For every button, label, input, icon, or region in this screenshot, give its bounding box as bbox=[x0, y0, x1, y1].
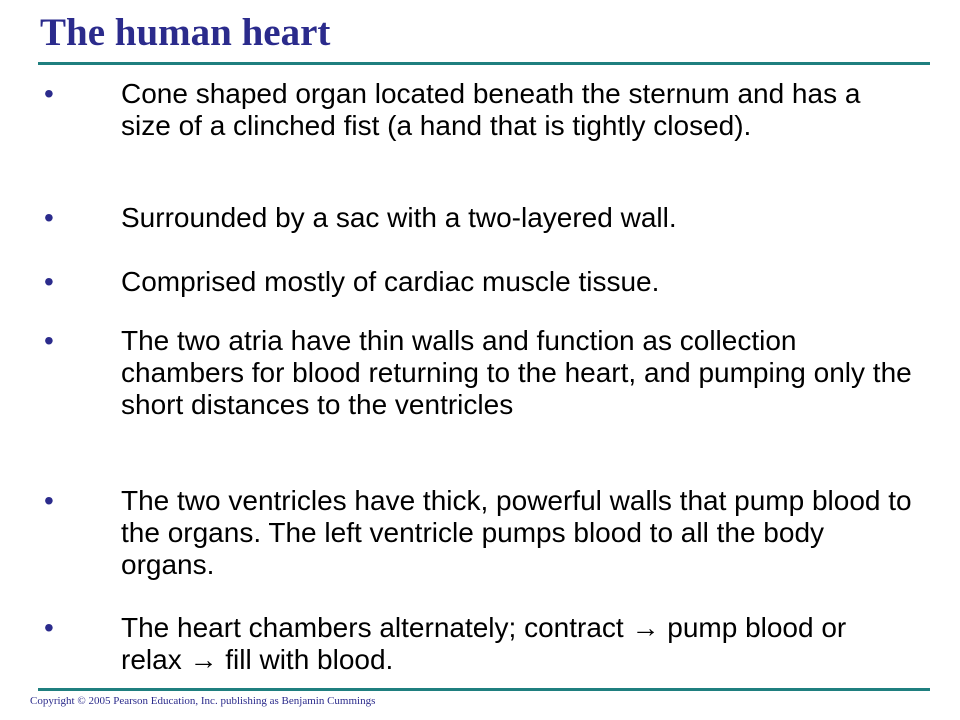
bullet-item bbox=[44, 78, 914, 142]
bullet-icon: • bbox=[44, 266, 54, 297]
bullet-text: Surrounded by a sac with a two-layered wall. bbox=[121, 202, 677, 233]
bullet-text: The two ventricles have thick, powerful walls that pump blood to the organs. The left ventricle pumps blood to all the body organs. bbox=[121, 485, 912, 580]
footer-divider bbox=[38, 688, 930, 691]
bullet-icon: • bbox=[44, 78, 54, 109]
bullet-icon: • bbox=[44, 202, 54, 233]
bullet-item bbox=[44, 266, 914, 298]
bullet-icon: • bbox=[44, 612, 54, 643]
bullet-icon: • bbox=[44, 325, 54, 356]
bullet-text: Cone shaped organ located beneath the sternum and has a size of a clinched fist (a hand that is tightly closed). bbox=[121, 78, 861, 141]
bullet-text: Comprised mostly of cardiac muscle tissue. bbox=[121, 266, 660, 297]
bullet-item bbox=[44, 202, 914, 234]
bullet-item bbox=[44, 612, 914, 676]
bullet-item bbox=[44, 325, 914, 421]
bullet-text: The heart chambers alternately; contract → pump blood or relax → fill with blood. bbox=[121, 612, 847, 675]
bullet-text: The two atria have thin walls and function as collection chambers for blood returning to the heart, and pumping only the short distances to the ventricles bbox=[121, 325, 912, 420]
copyright-notice: Copyright © 2005 Pearson Education, Inc. publishing as Benjamin Cummings bbox=[30, 695, 376, 707]
slide-title: The human heart bbox=[40, 11, 331, 54]
bullet-item bbox=[44, 485, 914, 581]
bullet-icon: • bbox=[44, 485, 54, 516]
